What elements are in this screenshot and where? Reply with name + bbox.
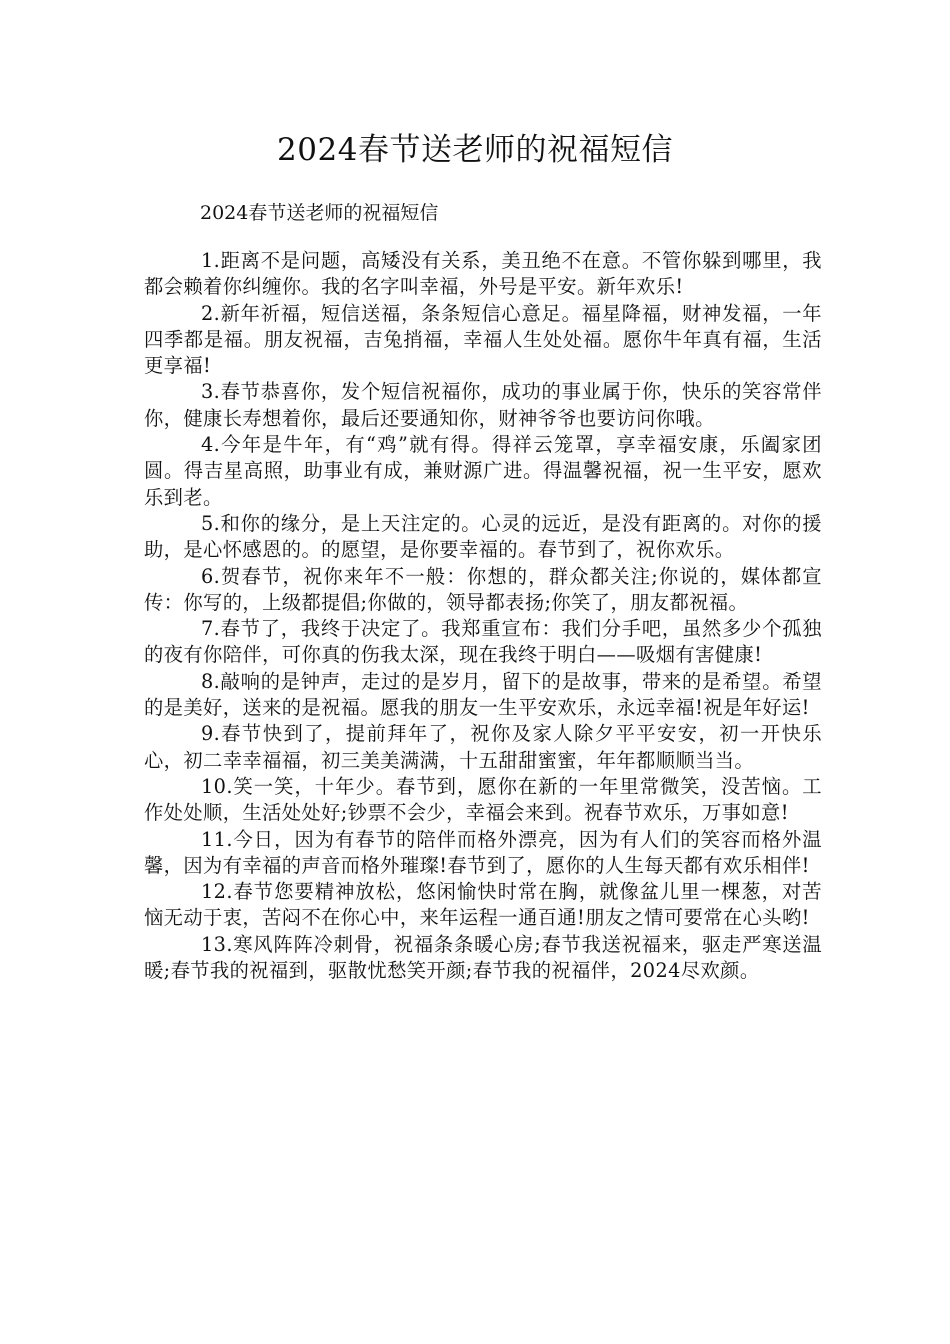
- paragraph: 5.和你的缘分，是上天注定的。心灵的远近，是没有距离的。对你的援助，是心怀感恩的。的愿望，是你要幸福的。春节到了，祝你欢乐。: [144, 511, 822, 562]
- paragraph: 12.春节您要精神放松，悠闲愉快时常在胸，就像盆儿里一棵葱，对苦恼无动于衷，苦闷不在你心中，来年运程一通百通!朋友之情可要常在心头哟!: [144, 880, 822, 930]
- paragraph: 2.新年祈福，短信送福，条条短信心意足。福星降福，财神发福，一年四季都是福。朋友祝福，吉兔捎福，幸福人生处处福。愿你牛年真有福，生活更享福!: [144, 301, 822, 378]
- paragraph: 8.敲响的是钟声，走过的是岁月，留下的是故事，带来的是希望。希望的是美好，送来的是祝福。愿我的朋友一生平安欢乐，永远幸福!祝是年好运!: [144, 669, 822, 720]
- paragraph: 4.今年是牛年，有“鸡”就有得。得祥云笼罩，享幸福安康，乐阖家团圆。得吉星高照，助事业有成，兼财源广进。得温馨祝福，祝一生平安，愿欢乐到老。: [144, 433, 822, 509]
- paragraph: 1.距离不是问题，高矮没有关系，美丑绝不在意。不管你躲到哪里，我都会赖着你纠缠你。我的名字叫幸福，外号是平安。新年欢乐!: [144, 249, 822, 299]
- paragraph: 6.贺春节，祝你来年不一般：你想的，群众都关注;你说的，媒体都宣传：你写的，上级都提倡;你做的，领导都表扬;你笑了，朋友都祝福。: [144, 564, 822, 614]
- document-subtitle: 2024春节送老师的祝福短信: [200, 202, 439, 224]
- document-title: 2024春节送老师的祝福短信: [277, 132, 673, 168]
- document-body: [144, 248, 822, 984]
- paragraph: 11.今日，因为有春节的陪伴而格外漂亮，因为有人们的笑容而格外温馨，因为有幸福的声音而格外璀璨!春节到了，愿你的人生每天都有欢乐相伴!: [144, 827, 822, 877]
- paragraph: 9.春节快到了，提前拜年了，祝你及家人除夕平平安安，初一开快乐心，初二幸幸福福，初三美美满满，十五甜甜蜜蜜，年年都顺顺当当。: [144, 722, 822, 772]
- paragraph: 7.春节了，我终于决定了。我郑重宣布：我们分手吧，虽然多少个孤独的夜有你陪伴，可你真的伤我太深，现在我终于明白——吸烟有害健康!: [144, 617, 822, 667]
- paragraph: 3.春节恭喜你，发个短信祝福你，成功的事业属于你，快乐的笑容常伴你，健康长寿想着你，最后还要通知你，财神爷爷也要访问你哦。: [144, 380, 822, 430]
- paragraph: 10.笑一笑，十年少。春节到，愿你在新的一年里常微笑，没苦恼。工作处处顺，生活处处好;钞票不会少，幸福会来到。祝春节欢乐，万事如意!: [144, 774, 822, 825]
- paragraph: 13.寒风阵阵冷刺骨，祝福条条暖心房;春节我送祝福来，驱走严寒送温暖;春节我的祝福到，驱散忧愁笑开颜;春节我的祝福伴，2024尽欢颜。: [144, 932, 822, 983]
